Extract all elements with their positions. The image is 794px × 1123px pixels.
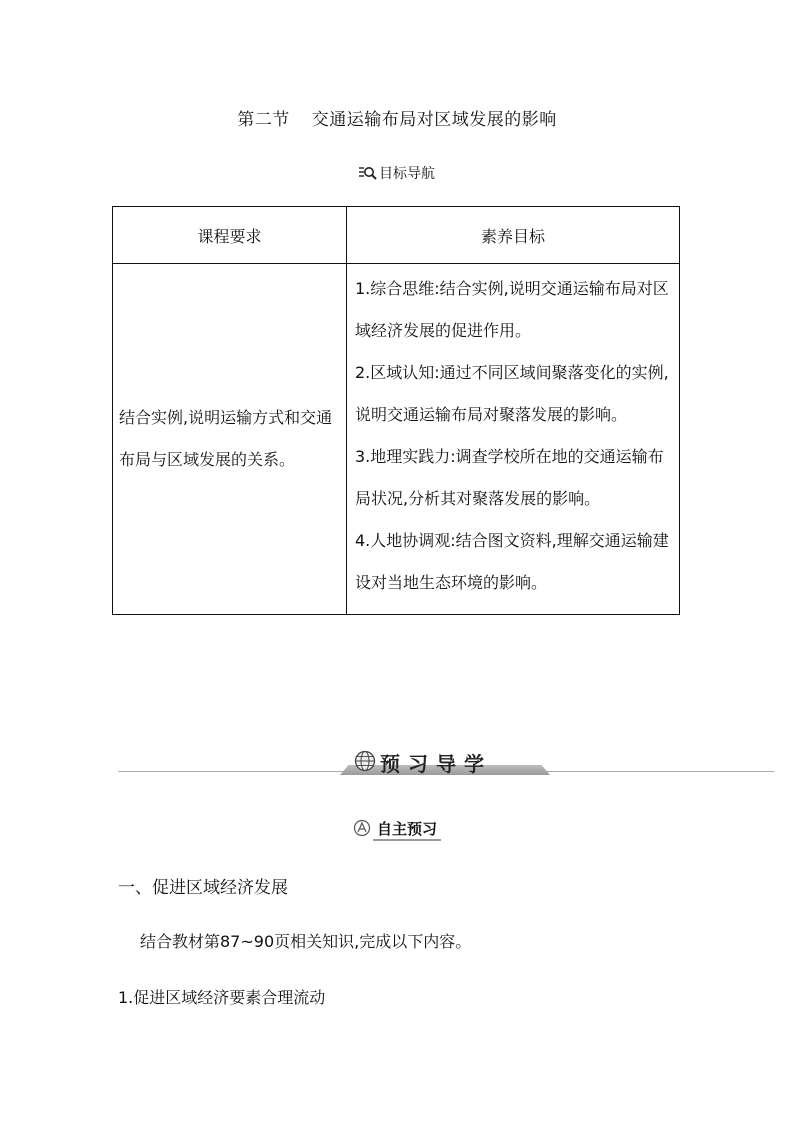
header-course-requirement: 课程要求 [113,207,347,264]
header-literacy-goals: 素养目标 [347,207,680,264]
self-preview-heading [0,818,794,841]
table-row [113,264,680,615]
globe-icon [354,750,376,776]
heading-1: 一、促进区域经济发展 [118,878,288,898]
goal-item: 3.地理实践力:调查学校所在地的交通运输布局状况,分析其对聚落发展的影响。 [355,447,664,508]
compass-icon [353,819,371,841]
goal-item: 4.人地协调观:结合图文资料,理解交通运输建设对当地生态环境的影响。 [355,531,669,592]
instruction-text: 结合教材第87~90页相关知识,完成以下内容。 [140,932,472,951]
banner-title: 预习导学 [380,752,492,776]
nav-label-text: 目标导航 [379,166,435,182]
preview-banner [118,748,774,778]
literacy-goals-cell [347,264,680,615]
goals-table [112,206,680,615]
section-title-text: 交通运输布局对区域发展的影响 [311,110,557,130]
heading-2: 1.促进区域经济要素合理流动 [118,988,326,1007]
course-requirement-cell: 结合实例,说明运输方式和交通布局与区域发展的关系。 [113,264,347,615]
section-number: 第二节 [237,110,290,130]
goal-item: 1.综合思维:结合实例,说明交通运输布局对区域经济发展的促进作用。 [355,279,669,340]
magnifier-list-icon [359,166,377,184]
goal-item: 2.区域认知:通过不同区域间聚落变化的实例,说明交通运输布局对聚落发展的影响。 [355,363,669,424]
section-title [0,105,794,130]
target-navigation-label [0,163,794,184]
sub-banner-title: 自主预习 [373,820,441,841]
table-header-row [113,207,680,264]
